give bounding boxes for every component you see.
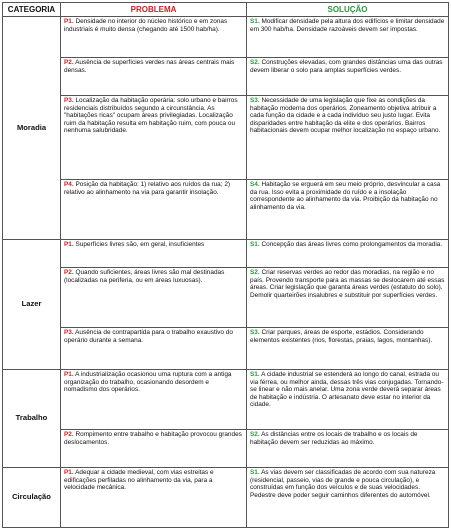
table-row — [3, 328, 449, 370]
problem-cell — [61, 180, 247, 240]
category-lazer: Lazer — [3, 240, 61, 370]
table-row — [3, 468, 449, 528]
solution-cell — [247, 58, 449, 96]
solution-code: S3. — [250, 329, 260, 336]
solution-cell — [247, 370, 449, 430]
header-problem: PROBLEMA — [61, 3, 247, 17]
solution-cell — [247, 17, 449, 58]
problem-cell — [61, 430, 247, 468]
problem-code: P2. — [64, 269, 74, 276]
solution-cell — [247, 468, 449, 528]
solution-cell — [247, 430, 449, 468]
solution-code: S1. — [250, 18, 260, 25]
problem-code: P1. — [64, 18, 74, 25]
problem-code: P2. — [64, 431, 74, 438]
problem-text: Superfícies livres são, em geral, insuficientes — [75, 241, 205, 248]
category-circulacao: Circulação — [3, 468, 61, 528]
problem-code: P1. — [64, 469, 74, 476]
solution-text: Criar reservas verdes ao redor das moradias, na região e no país. Provendo transporte para as massas se deslocarem até essas áreas. Criar legislação que garanta áreas verdes (estatuto do solo). Demolir quarteirões insalubres e substituir por superfícies verdes. — [250, 269, 445, 299]
problem-cell — [61, 370, 247, 430]
header-solution: SOLUÇÃO — [247, 3, 449, 17]
table-row — [3, 370, 449, 430]
problem-text: Rompimento entre trabalho e habitação provocou grandes deslocamentos. — [64, 431, 242, 446]
solution-text: Habitação se erguerá em seu meio próprio, desvincular a casa da rua. Isso evita a proximidade do ruído e a insolação correspondente ao alinhamento da via. Proibição da habitação no alinhamento da via. — [250, 181, 441, 211]
problem-text: Ausência de contrapartida para o trabalho exaustivo do operário durante a semana. — [64, 329, 233, 344]
problem-code: P3. — [64, 329, 74, 336]
problem-code: P4. — [64, 181, 74, 188]
problem-cell — [61, 58, 247, 96]
solution-text: Construções elevadas, com grandes distâncias uma das outras devem liberar o solo para amplas superfícies verdes. — [250, 59, 443, 74]
problem-cell — [61, 328, 247, 370]
solution-code: S1. — [250, 469, 260, 476]
solution-code: S3. — [250, 97, 260, 104]
solution-text: Necessidade de uma legislação que fixe as condições da habitação moderna dos operários. Zoneamento objetiva atribuir a cada função da cidade e a cada indivíduo seu justo lugar. Evita disparidades entre habitação da elite e dos operários. Bairros habitacionais devem ocupar melhor localização no espaço urbano. — [250, 97, 441, 135]
problem-text: A industrialização ocasionou uma ruptura com a antiga organização do trabalho, ocasionando desordem e nomadismo dos operários. — [64, 371, 232, 394]
problem-code: P2. — [64, 59, 74, 66]
problem-text: Densidade no interior do núcleo histórico e em zonas industriais é muito densa (chegando até 1500 hab/ha). — [64, 18, 228, 33]
problem-cell — [61, 96, 247, 180]
problem-cell — [61, 468, 247, 528]
table-row — [3, 240, 449, 268]
solution-cell — [247, 240, 449, 268]
problem-code: P3. — [64, 97, 74, 104]
solution-code: S2. — [250, 269, 260, 276]
solution-code: S4. — [250, 181, 260, 188]
table-row — [3, 96, 449, 180]
solution-text: A cidade industrial se estenderá ao longo do canal, estrada ou via férrea, ou melhor ainda, dessas três vias conjugadas. Tornando-se linear e não mais anelar. Uma zona verde deverá separar áreas de habitação e indústria. O artesanato deve estar no interior da cidade. — [250, 371, 444, 409]
solution-code: S2. — [250, 59, 260, 66]
problem-text: Quando suficientes, áreas livres são mal destinadas (localizadas na periferia, ou em áreas luxuosas). — [64, 269, 225, 284]
table-row — [3, 17, 449, 58]
problem-text: Adequar a cidade medieval, com vias estreitas e edificações perfiladas no alinhamento da via, para a velocidade mecânica. — [64, 469, 214, 492]
solution-cell — [247, 96, 449, 180]
problem-text: Localização da habitação operária: solo urbano e bairros residenciais distribuídos segundo a circunstância. As "habitações ricas" ocupam áreas privilegiadas. Localização ruim da habitação resulta em habitação ruim, com pouca ou nenhuma salubridade. — [64, 97, 238, 135]
solution-text: Criar parques, áreas de esporte, estádios. Considerando elementos existentes (rios, florestas, praias, lagos, montanhas). — [250, 329, 433, 344]
solution-text: Modificar densidade pela altura dos edifícios e limitar densidade em 300 hab/ha. Densidade razoáveis devem ser impostas. — [250, 18, 445, 33]
solution-cell — [247, 180, 449, 240]
solution-text: Concepção das áreas livres como prolongamentos da moradia. — [261, 241, 443, 248]
solution-cell — [247, 328, 449, 370]
category-trabalho: Trabalho — [3, 370, 61, 468]
problem-code: P1. — [64, 371, 74, 378]
table-row — [3, 430, 449, 468]
header-row — [3, 3, 449, 17]
solution-code: S1. — [250, 371, 260, 378]
category-moradia: Moradia — [3, 17, 61, 240]
problem-cell — [61, 17, 247, 58]
solution-cell — [247, 268, 449, 328]
problem-cell — [61, 268, 247, 328]
table-row — [3, 58, 449, 96]
table-row — [3, 180, 449, 240]
problem-cell — [61, 240, 247, 268]
solution-code: S1. — [250, 241, 260, 248]
table-row — [3, 268, 449, 328]
solution-code: S2. — [250, 431, 260, 438]
problem-text: Ausência de superfícies verdes nas áreas centrais mais densas. — [64, 59, 235, 74]
header-category: CATEGORIA — [3, 3, 61, 17]
solution-text: As distâncias entre os locais de trabalho e os locais de habitação devem ser reduzidas ao máximo. — [250, 431, 418, 446]
urban-problems-table — [2, 2, 449, 528]
solution-text: As vias devem ser classificadas de acordo com sua natureza (residencial, passeio, vias de grande e pouca circulação), e construídas em função dos veículos e de suas velocidades. Pedestre deve poder seguir caminhos diferentes do automóvel. — [250, 469, 436, 499]
problem-text: Posição da habitação: 1) relativo aos ruídos da rua; 2) relativo ao alinhamento na via para garantir insolação. — [64, 181, 231, 196]
problem-code: P1. — [64, 241, 74, 248]
